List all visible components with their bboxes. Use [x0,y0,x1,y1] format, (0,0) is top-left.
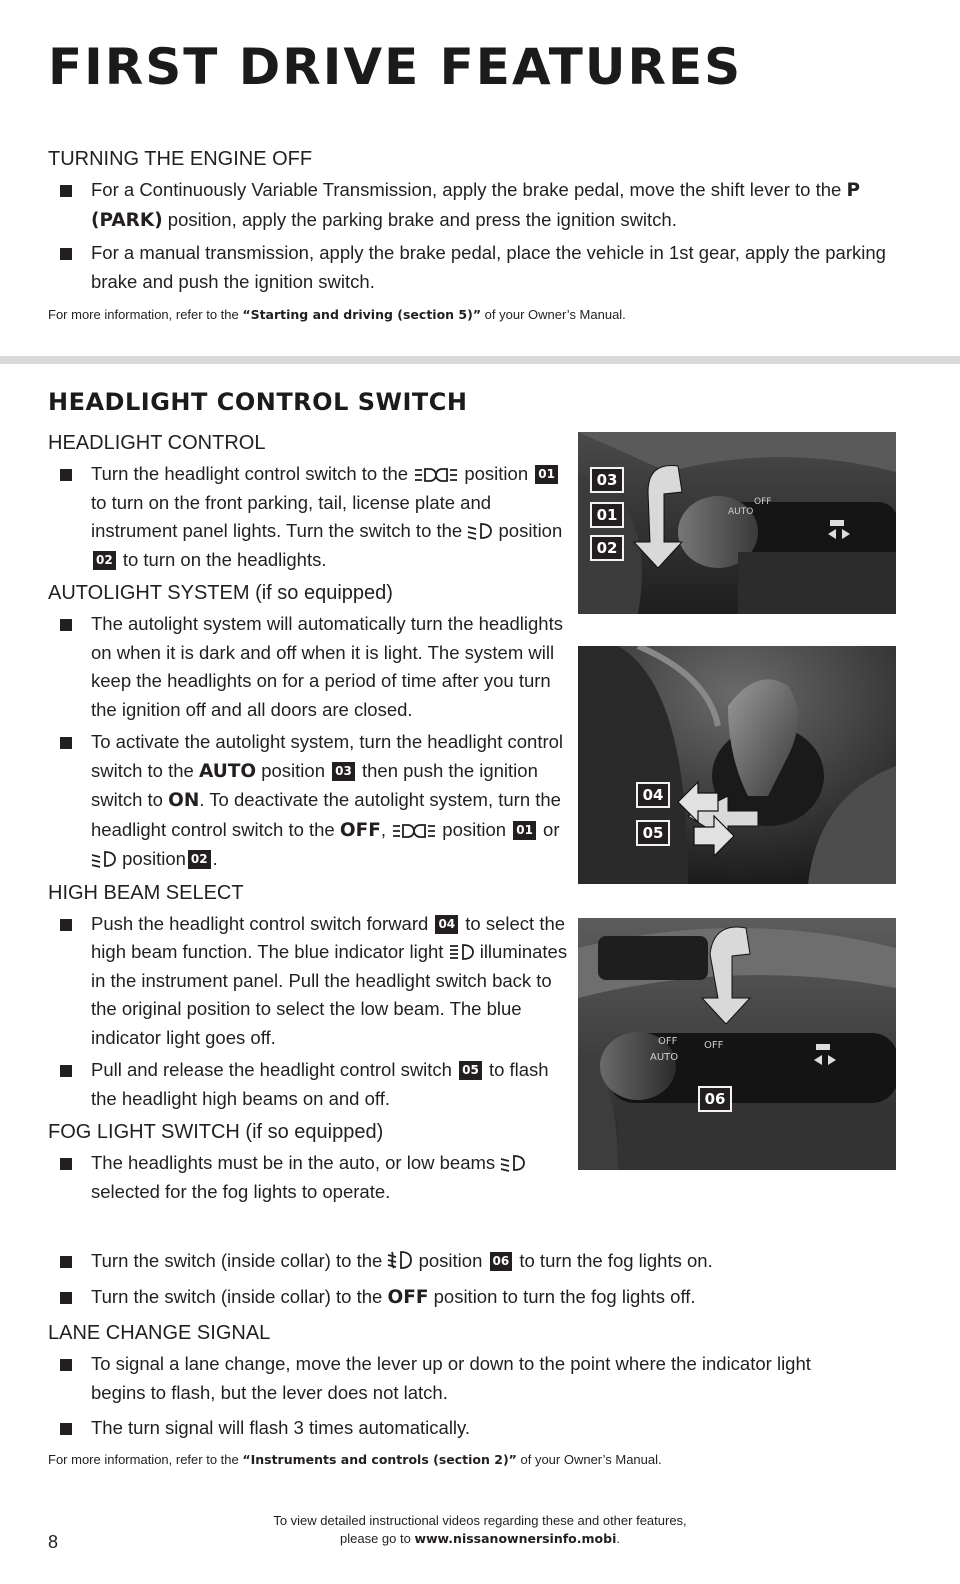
section-divider [0,356,960,364]
switch-label-off-3: OFF [704,1040,724,1051]
note-text-end: of your Owner’s Manual. [481,307,626,322]
callout-03: 03 [590,467,624,493]
low-beam-headlight-icon [467,522,493,540]
badge-01: 01 [513,821,536,840]
headlight-column [48,424,568,1206]
headlight-control-bullet [48,460,568,574]
text: . To deactivate the autolight system, turn the headlight control switch to the [91,789,561,840]
switch-label-off-2: OFF [658,1036,678,1047]
park-label: P (PARK) [91,180,861,231]
text: to select the high beam function. The blue indicator light [91,912,566,962]
engine-off-heading: TURNING THE ENGINE OFF [48,148,313,170]
text: position [459,463,534,484]
high-beam-bullet-2 [48,1056,568,1113]
footer [0,1512,960,1548]
callout-01: 01 [590,502,624,528]
high-beam-heading: HIGH BEAM SELECT [48,881,244,904]
off-label: OFF [387,1286,429,1308]
text: . [212,848,218,869]
text: selected for the fog lights to operate. [91,1180,391,1202]
badge-05: 05 [459,1061,482,1080]
footer-text-end: . [616,1531,620,1546]
engine-off-section [48,146,928,324]
badge-02: 02 [93,551,116,570]
fog-bullet-1 [48,1149,568,1206]
text: To activate the autolight system, turn the headlight control switch to the [91,731,564,781]
text: illuminates in the instrument panel. Pull the headlight switch back to the original position to select the low beam. The blue indicator light goes off. [91,941,568,1048]
switch-label-auto-2: AUTO [650,1052,679,1063]
page-number: 8 [48,1532,59,1552]
text: Turn the switch (inside collar) to the [91,1285,388,1307]
text: position [256,759,331,781]
text: to turn the fog lights on. [514,1250,713,1271]
fog-bullet-2 [48,1247,928,1276]
note-text-end: of your Owner’s Manual. [516,1451,662,1467]
cvt-text: For a Continuously Variable Transmission, apply the brake pedal, move the shift lever to the [91,179,842,200]
footer-line-1: To view detailed instructional videos regarding these and other features, [273,1513,687,1528]
text: , [380,818,392,840]
badge-02: 02 [188,850,211,869]
text: position [437,818,512,840]
lane-change-heading: LANE CHANGE SIGNAL [48,1322,271,1344]
autolight-bullet-2 [48,728,568,874]
low-beam-headlight-icon [91,850,117,868]
headlight-control-heading: HEADLIGHT CONTROL [48,432,266,454]
parking-lights-icon [391,823,437,839]
engine-off-note [48,306,928,324]
high-beam-bullet-1 [48,910,568,1053]
autolight-bullet-1: The autolight system will automatically turn the headlights on when it is dark and off when it is light. The system will keep the headlights on for a period of time after you turn the ignition off and all doors are closed. [48,610,568,724]
high-beam-icon [449,943,475,961]
headlight-note [48,1451,928,1469]
text: position to turn the fog lights off. [428,1285,696,1307]
auto-label: AUTO [198,760,257,782]
parking-lights-icon [413,467,459,483]
fog-and-lane-section [48,1243,928,1469]
fog-light-icon [387,1250,413,1270]
note-reference: “Instruments and controls (section 2)” [242,1451,517,1467]
callout-04: 04 [636,782,670,808]
owners-info-link[interactable]: www.nissanownersinfo.mobi [414,1531,617,1546]
text: to turn on the headlights. [117,548,327,570]
manual-bullet: For a manual transmission, apply the brake pedal, place the vehicle in 1st gear, apply the parking brake and push the ignition switch. [48,239,928,296]
text: Turn the headlight control switch to the [91,463,414,484]
off-label: OFF [339,819,381,841]
on-label: ON [168,790,200,811]
text: to flash the headlight high beams on and off. [91,1059,549,1109]
note-text: For more information, refer to the [48,307,243,322]
text: Turn the switch (inside collar) to the [91,1250,388,1271]
fog-light-heading: FOG LIGHT SWITCH (if so equipped) [48,1121,384,1143]
pull-back-arrow [692,814,736,858]
text: Pull and release the headlight control switch [91,1059,458,1080]
footer-text: please go to [340,1531,415,1546]
lane-bullet-1: To signal a lane change, move the lever up or down to the point where the indicator light begins to flash, but the lever does not latch. [48,1350,928,1407]
headlight-section-title: HEADLIGHT CONTROL SWITCH [48,388,468,416]
text: position [413,1250,488,1271]
high-beam-photo [578,646,896,884]
fog-light-photo [578,918,896,1170]
note-text: For more information, refer to the [48,1451,243,1467]
badge-04: 04 [435,915,458,934]
note-reference: “Starting and driving (section 5)” [242,307,482,322]
page-title: FIRST DRIVE FEATURES [48,38,743,96]
text: to turn on the front parking, tail, license plate and instrument panel lights. Turn the switch to the [91,491,492,541]
switch-label-auto: AUTO [728,507,754,517]
badge-03: 03 [332,762,355,781]
text: or [537,818,560,840]
cvt-text-end: position, apply the parking brake and press the ignition switch. [162,208,677,230]
fog-bullet-3 [48,1283,928,1313]
text: position [493,520,563,541]
callout-02: 02 [590,535,624,561]
text: Push the headlight control switch forward [91,912,434,934]
low-beam-headlight-icon [500,1154,526,1172]
badge-06: 06 [490,1252,513,1271]
callout-05: 05 [636,820,670,846]
text: then push the ignition switch to [91,759,538,810]
lane-bullet-2: The turn signal will flash 3 times automatically. [48,1414,928,1443]
headlight-switch-photo [578,432,896,614]
cvt-bullet [48,176,928,235]
badge-01: 01 [535,465,558,484]
callout-06: 06 [698,1086,732,1112]
switch-label-off: OFF [754,497,772,507]
text: position [117,848,186,869]
autolight-heading: AUTOLIGHT SYSTEM (if so equipped) [48,582,393,604]
text: The headlights must be in the auto, or low beams [91,1152,501,1173]
footer-line-2 [0,1530,960,1548]
